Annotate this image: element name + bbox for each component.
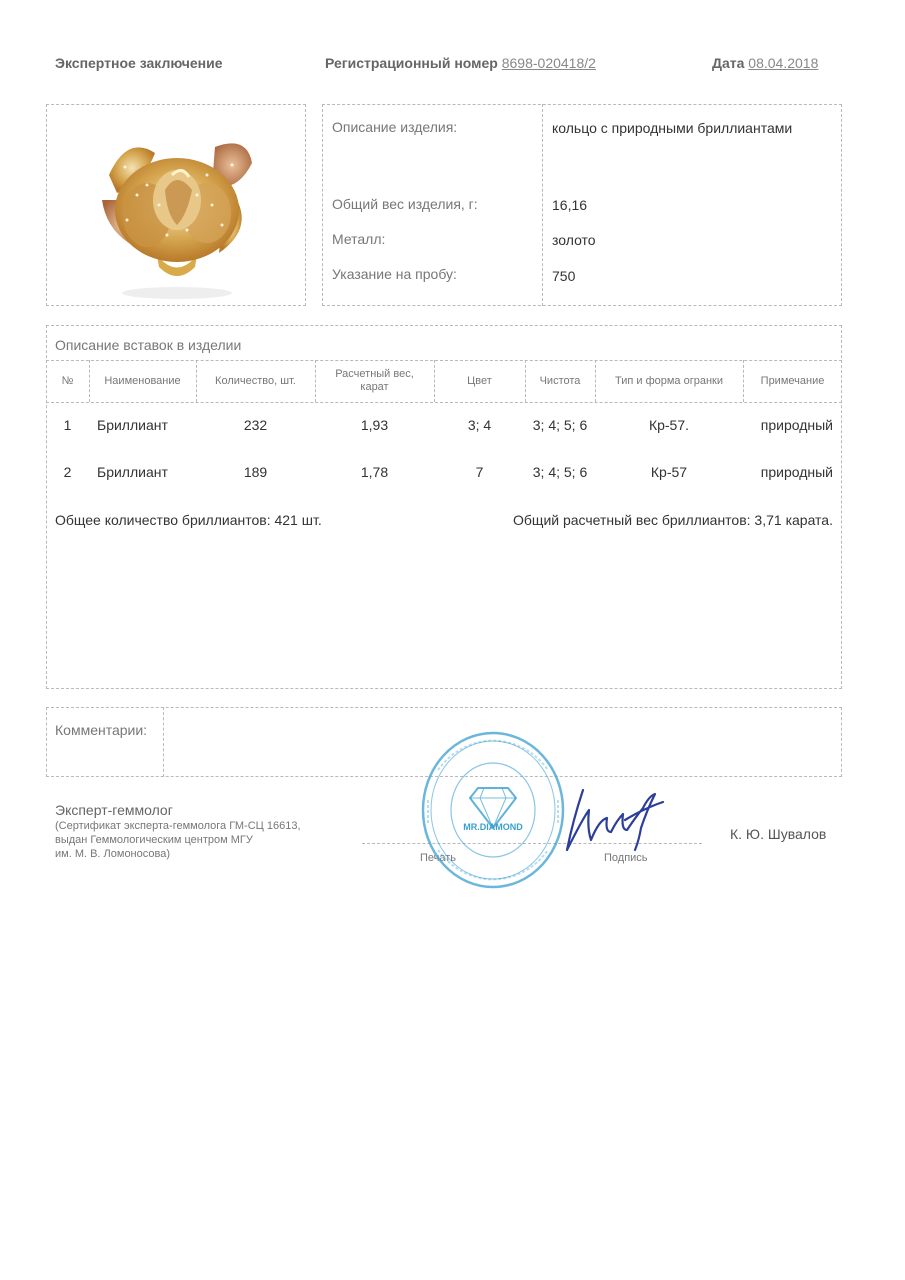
document-title: Экспертное заключение	[55, 55, 223, 71]
handwritten-signature-icon	[555, 780, 670, 860]
col-cut: Тип и форма огранки	[614, 374, 723, 387]
weight-value: 16,16	[552, 197, 588, 213]
total-count: Общее количество бриллиантов: 421 шт.	[55, 512, 322, 528]
table-row-2-note: природный	[760, 464, 833, 480]
cert-line-2: выдан Геммологическим центром МГУ	[55, 834, 253, 846]
table-row-2-weight: 1,78	[360, 464, 389, 480]
col-qty: Количество, шт.	[215, 374, 296, 387]
col-clarity: Чистота	[539, 374, 581, 387]
col-note: Примечание	[760, 374, 825, 387]
ring-rose-photo-icon	[47, 105, 305, 305]
date-label: Дата	[712, 55, 745, 71]
table-row-2-cut: Кр-57	[650, 464, 688, 480]
expert-title: Эксперт-геммолог	[55, 802, 173, 818]
table-row-1-note: природный	[760, 417, 833, 433]
weight-label: Общий вес изделия, г:	[332, 196, 478, 212]
registration-value: 8698-020418/2	[501, 55, 596, 71]
description-label: Описание изделия:	[332, 119, 458, 135]
table-row-1-clarity: 3; 4; 5; 6	[532, 417, 588, 433]
table-row-2-clarity: 3; 4; 5; 6	[532, 464, 588, 480]
metal-label: Металл:	[332, 231, 386, 247]
fineness-value: 750	[552, 268, 576, 284]
stamp-label: Печать	[420, 852, 457, 864]
cert-line-1: (Сертификат эксперта-геммолога ГМ-СЦ 16613,	[55, 820, 301, 832]
table-row-2-color: 7	[475, 464, 484, 480]
col-no: №	[61, 374, 74, 387]
registration-label: Регистрационный номер	[325, 55, 498, 71]
date-value: 08.04.2018	[748, 55, 819, 71]
cert-line-3: им. М. В. Ломоносова)	[55, 848, 170, 860]
table-row-1-name: Бриллиант	[97, 417, 168, 433]
fineness-label: Указание на пробу:	[332, 266, 457, 282]
item-photo-box	[46, 104, 306, 306]
table-row-1-qty: 232	[243, 417, 268, 433]
table-row-1-cut: Кр-57.	[648, 417, 690, 433]
col-color: Цвет	[467, 374, 492, 387]
total-weight: Общий расчетный вес бриллиантов: 3,71 карата.	[513, 512, 833, 528]
description-value: кольцо с природными бриллиантами	[552, 120, 793, 136]
metal-value: золото	[552, 232, 596, 248]
diamond-stamp-seal-icon	[418, 730, 568, 890]
table-row-1-weight: 1,93	[360, 417, 389, 433]
table-row-1-color: 3; 4	[467, 417, 492, 433]
expert-name: К. Ю. Шувалов	[730, 826, 827, 842]
comments-label: Комментарии:	[55, 722, 148, 738]
table-row-2-no: 2	[63, 464, 72, 480]
col-weight: Расчетный вес, карат	[335, 368, 414, 393]
registration-number	[325, 55, 596, 71]
table-row-2-name: Бриллиант	[97, 464, 168, 480]
stamp-brand: MR.DIAMOND	[463, 822, 523, 832]
table-row-2-qty: 189	[243, 464, 268, 480]
signature-label: Подпись	[604, 852, 648, 864]
col-name: Наименование	[104, 374, 181, 387]
table-row-1-no: 1	[63, 417, 72, 433]
inserts-title: Описание вставок в изделии	[55, 337, 242, 353]
date	[712, 55, 818, 71]
